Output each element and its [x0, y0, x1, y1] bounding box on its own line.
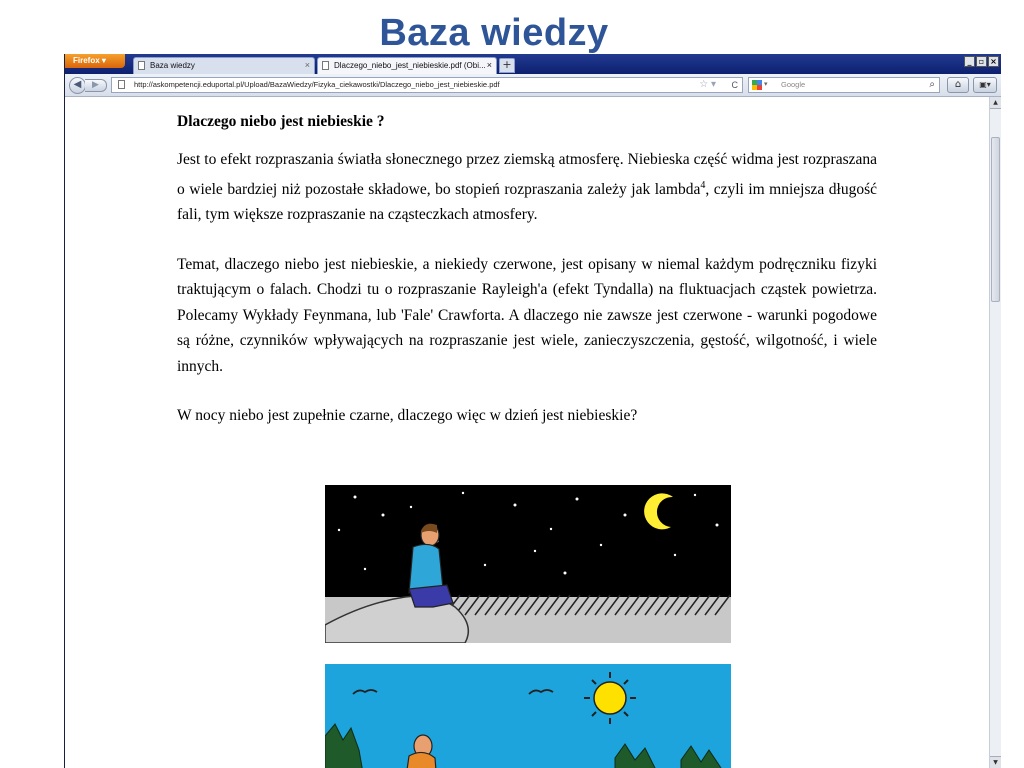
- google-icon[interactable]: [752, 80, 762, 90]
- search-placeholder: Google: [781, 80, 806, 89]
- close-window-button[interactable]: ×: [988, 56, 999, 67]
- page-icon: [138, 61, 145, 70]
- forward-arrow-icon[interactable]: ▶: [85, 79, 107, 92]
- browser-window: [64, 54, 1001, 768]
- firefox-menu-button[interactable]: Firefox ▾: [65, 54, 125, 68]
- home-button[interactable]: [947, 77, 969, 93]
- vertical-scrollbar[interactable]: [989, 97, 1001, 768]
- address-text: http://askompetencji.eduportal.pl/Upload/BazaWiedzy/Fizyka_ciekawostki/Dlaczego_niebo_jest_niebieskie.pdf: [134, 80, 500, 89]
- window-controls: [964, 56, 999, 68]
- tab-label: Dlaczego_niebo_jest_niebieskie.pdf (Obi...: [334, 61, 486, 70]
- bookmark-star-icon[interactable]: ☆ ▾: [699, 79, 716, 90]
- scrollbar-thumb[interactable]: [991, 137, 1000, 302]
- scroll-up-arrow-icon[interactable]: ▲: [990, 97, 1001, 109]
- search-icon[interactable]: ⌕: [929, 79, 935, 90]
- tab-bar: [65, 54, 1001, 74]
- document-heading: Dlaczego niebo jest niebieskie ?: [177, 113, 385, 130]
- new-tab-button[interactable]: +: [499, 58, 515, 73]
- slide-title: Baza wiedzy: [379, 12, 609, 54]
- scroll-down-arrow-icon[interactable]: ▼: [990, 756, 1001, 768]
- close-tab-icon[interactable]: ×: [486, 60, 492, 70]
- tab-baza-wiedzy[interactable]: [133, 57, 315, 74]
- maximize-button[interactable]: ▫: [976, 56, 987, 67]
- day-sky-illustration: [325, 664, 731, 768]
- tab-pdf-document[interactable]: [317, 57, 497, 74]
- reload-icon[interactable]: C: [731, 80, 738, 90]
- close-tab-icon[interactable]: ×: [304, 60, 310, 70]
- chevron-down-icon[interactable]: ▾: [764, 81, 768, 88]
- navigation-toolbar: [65, 74, 1001, 97]
- paragraph-2: Temat, dlaczego niebo jest niebieskie, a niekiedy czerwone, jest opisany w niemal każdym podręczniku fizyki traktującym o falach. Chodzi tu o rozpraszanie Rayleigh'a (efekt Tyndalla) na fluktuacjach cząstek powietrza. Polecamy Wykłady Feynmana, lub 'Fale' Crawforta. A dlaczego nie zawsze jest czerwone - warunki pogodowe są różne, czynników wpływających na rozpraszanie jest wiele, zanieczyszczenia, gęstość, wilgotność, i wiele innych.: [177, 255, 877, 375]
- page-icon: [322, 61, 329, 70]
- home-icon: ⌂: [954, 79, 962, 90]
- pdf-page: [177, 113, 877, 443]
- paragraph-1-text-a: Jest to efekt rozpraszania światła słonecznego przez ziemską atmosferę. Niebieska część widma jest rozpraszana o wiele bardziej niż pozostałe składowe, bo stopień rozpraszania zależy jak lambda: [177, 151, 877, 198]
- bookmarks-button[interactable]: [973, 77, 997, 93]
- superscript-exponent: 4: [700, 179, 706, 191]
- back-arrow-icon[interactable]: ◀: [69, 77, 86, 94]
- back-forward-group: [69, 77, 113, 94]
- paragraph-1-text-b: , czyli im mniejsza długość fali, tym większe rozpraszanie na cząsteczkach atmosfery.: [177, 180, 877, 224]
- search-box[interactable]: [748, 77, 940, 93]
- paragraph-3: W nocy niebo jest zupełnie czarne, dlaczego więc w dzień jest niebieskie?: [177, 407, 638, 425]
- firefox-menu-label: Firefox: [73, 56, 100, 65]
- minimize-button[interactable]: _: [964, 56, 975, 67]
- bookmarks-icon: ▣▾: [979, 80, 991, 89]
- page-content: [65, 97, 989, 768]
- address-bar[interactable]: [111, 77, 743, 93]
- page-icon: [118, 80, 125, 89]
- night-sky-illustration: [325, 485, 731, 643]
- tab-label: Baza wiedzy: [150, 61, 195, 70]
- paragraph-1: [177, 147, 877, 228]
